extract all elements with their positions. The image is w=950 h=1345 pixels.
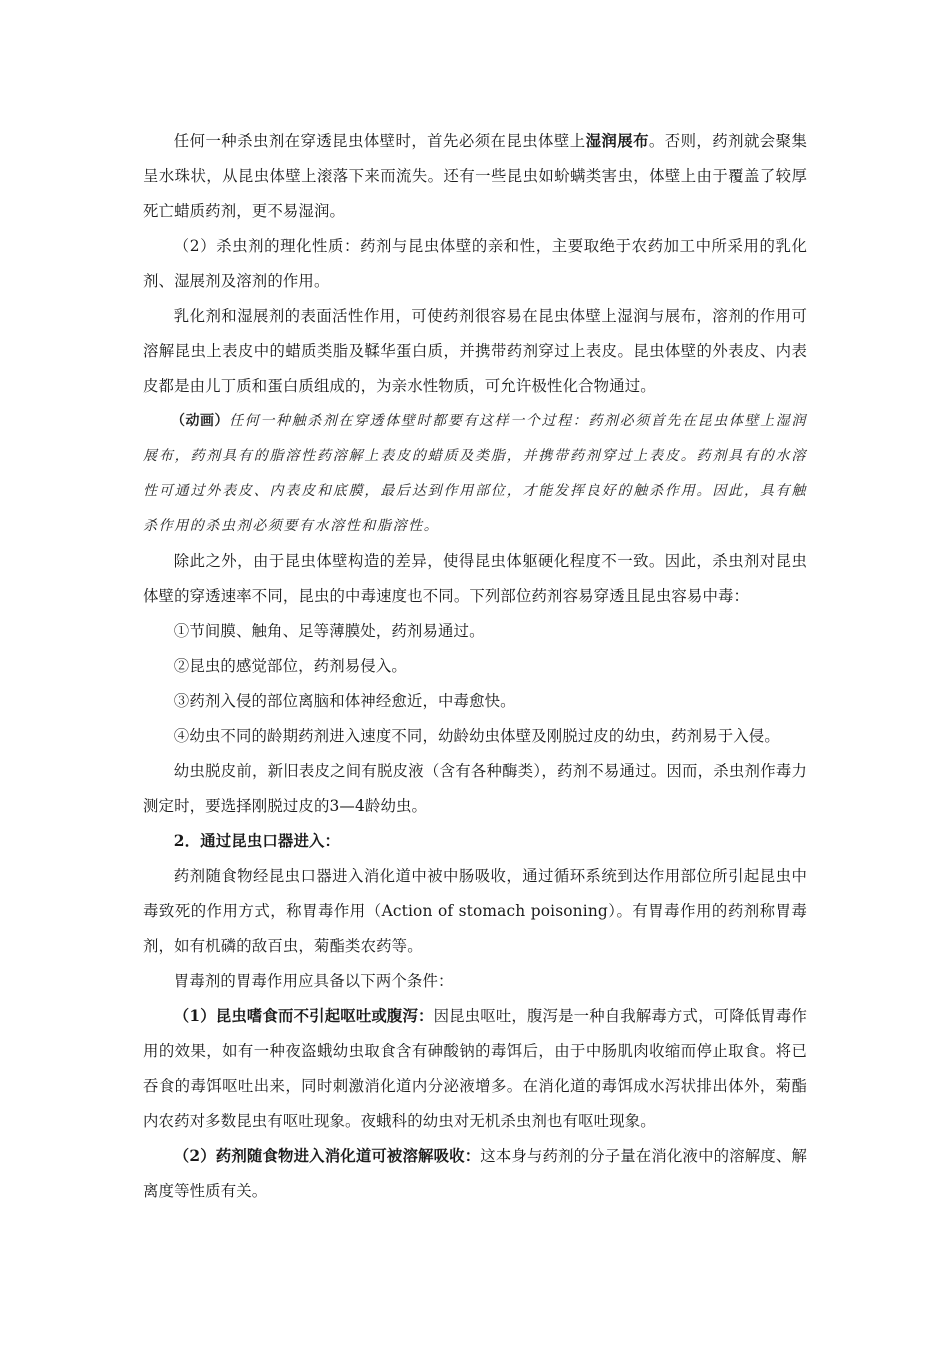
bold-term: 湿润展布 bbox=[585, 132, 649, 150]
document-body bbox=[143, 124, 807, 1209]
paragraph-body-wall: 除此之外，由于昆虫体壁构造的差异，使得昆虫体躯硬化程度不一致。因此，杀虫剂对昆虫体壁的穿透速率不同，昆虫的中毒速度也不同。下列部位药剂容易穿透且昆虫容易中毒： bbox=[143, 552, 807, 605]
condition-2: （2）药剂随食物进入消化道可被溶解吸收：这本身与药剂的分子量在消化液中的溶解度、解离度等性质有关。 bbox=[143, 1147, 807, 1200]
list-item: ①节间膜、触角、足等薄膜处，药剂易通过。 bbox=[173, 622, 485, 640]
paragraph-molting: 幼虫脱皮前，新旧表皮之间有脱皮液（含有各种酶类），药剂不易通过。因而，杀虫剂作毒力测定时，要选择刚脱过皮的3—4龄幼虫。 bbox=[143, 762, 807, 815]
paragraph-physicochemical: （2）杀虫剂的理化性质：药剂与昆虫体壁的亲和性，主要取绝于农药加工中所采用的乳化剂、湿展剂及溶剂的作用。 bbox=[143, 237, 807, 290]
paragraph-conditions: 胃毒剂的胃毒作用应具备以下两个条件： bbox=[173, 972, 454, 990]
animation-text: 任何一种触杀剂在穿透体壁时都要有这样一个过程：药剂必须首先在昆虫体壁上湿润展布，药剂具有的脂溶性药溶解上表皮的蜡质及类脂，并携带药剂穿过上表皮。药剂具有的水溶性可通过外表皮、内表皮和底膜，最后达到作用部位，才能发挥良好的触杀作用。因此，具有触杀作用的杀虫剂必须要有水溶性和脂溶性。 bbox=[143, 413, 808, 534]
section-heading: 2．通过昆虫口器进入： bbox=[173, 832, 341, 850]
list-item: ③药剂入侵的部位离脑和体神经愈近，中毒愈快。 bbox=[173, 692, 516, 710]
paragraph-stomach-poison: 药剂随食物经昆虫口器进入消化道中被中肠吸收，通过循环系统到达作用部位所引起昆虫中毒致死的作用方式，称胃毒作用（Action of stomach poisoning）。有胃毒作用的药剂称胃毒剂，如有机磷的敌百虫，菊酯类农药等。 bbox=[143, 867, 807, 955]
condition-1: （1）昆虫嗜食而不引起呕吐或腹泻：因昆虫呕吐，腹泻是一种自我解毒方式，可降低胃毒作用的效果，如有一种夜盗蛾幼虫取食含有砷酸钠的毒饵后，由于中肠肌肉收缩而停止取食。将已吞食的毒饵呕吐出来，同时刺激消化道内分泌液增多。在消化道的毒饵成水泻状排出体外，菊酯内农药对多数昆虫有呕吐现象。夜蛾科的幼虫对无机杀虫剂也有呕吐现象。 bbox=[143, 1007, 807, 1130]
list-item: ②昆虫的感觉部位，药剂易侵入。 bbox=[173, 657, 407, 675]
paragraph-wetting: 任何一种杀虫剂在穿透昆虫体壁时，首先必须在昆虫体壁上湿润展布。否则，药剂就会聚集呈水珠状，从昆虫体壁上滚落下来而流失。还有一些昆虫如蚧螨类害虫，体壁上由于覆盖了较厚死亡蜡质药剂，更不易湿润。 bbox=[143, 132, 807, 220]
animation-note bbox=[143, 404, 807, 544]
list-item: ④幼虫不同的龄期药剂进入速度不同，幼龄幼虫体壁及刚脱过皮的幼虫，药剂易于入侵。 bbox=[173, 727, 780, 745]
paragraph-surfactant: 乳化剂和湿展剂的表面活性作用，可使药剂很容易在昆虫体壁上湿润与展布，溶剂的作用可溶解昆虫上表皮中的蜡质类脂及鞣华蛋白质，并携带药剂穿过上表皮。昆虫体壁的外表皮、内表皮都是由儿丁质和蛋白质组成的，为亲水性物质，可允许极性化合物通过。 bbox=[143, 307, 807, 395]
animation-tag: （动画） bbox=[171, 413, 230, 429]
